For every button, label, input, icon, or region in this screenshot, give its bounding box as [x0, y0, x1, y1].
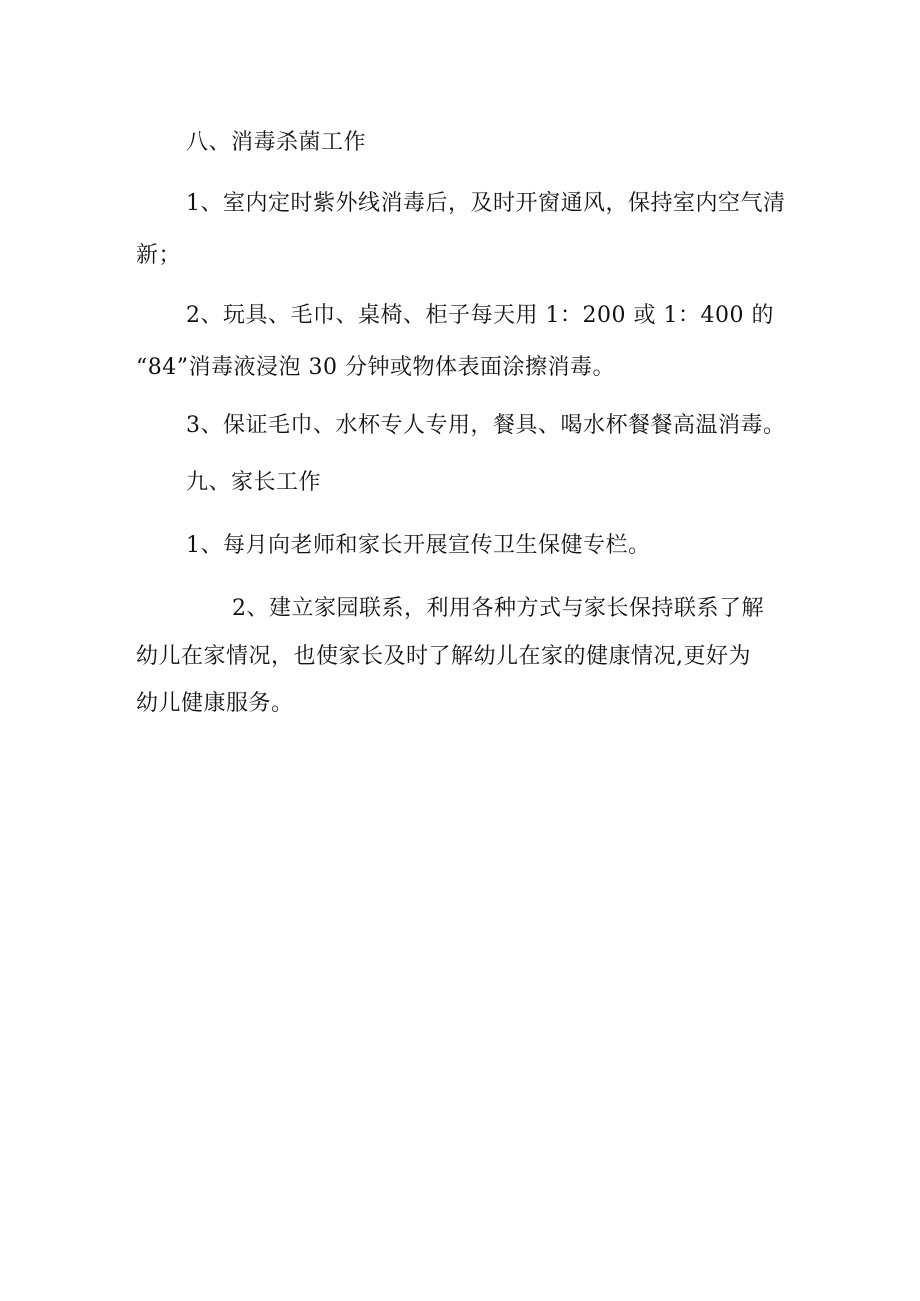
section-9-item-2-line-1: 2、建立家园联系，利用各种方式与家长保持联系了解: [232, 596, 764, 621]
section-8-item-2-line-2: “84”消毒液浸泡 30 分钟或物体表面涂擦消毒。: [136, 355, 615, 380]
section-8-heading: 八、消毒杀菌工作: [186, 130, 367, 155]
section-9-heading: 九、家长工作: [186, 470, 322, 495]
section-8-item-1-line-2: 新；: [136, 243, 182, 268]
section-8-item-3: 3、保证毛巾、水杯专人专用，餐具、喝水杯餐餐高温消毒。: [186, 413, 786, 438]
section-9-item-1: 1、每月向老师和家长开展宣传卫生保健专栏。: [186, 533, 651, 558]
section-9-item-2-line-3: 幼儿健康服务。: [136, 691, 294, 716]
section-9-item-2-line-2: 幼儿在家情况，也使家长及时了解幼儿在家的健康情况,更好为: [136, 644, 751, 669]
section-8-item-2-line-1: 2、玩具、毛巾、桌椅、柜子每天用 1：200 或 1：400 的: [186, 303, 774, 328]
section-8-item-1-line-1: 1、室内定时紫外线消毒后，及时开窗通风，保持室内空气清: [186, 191, 786, 216]
